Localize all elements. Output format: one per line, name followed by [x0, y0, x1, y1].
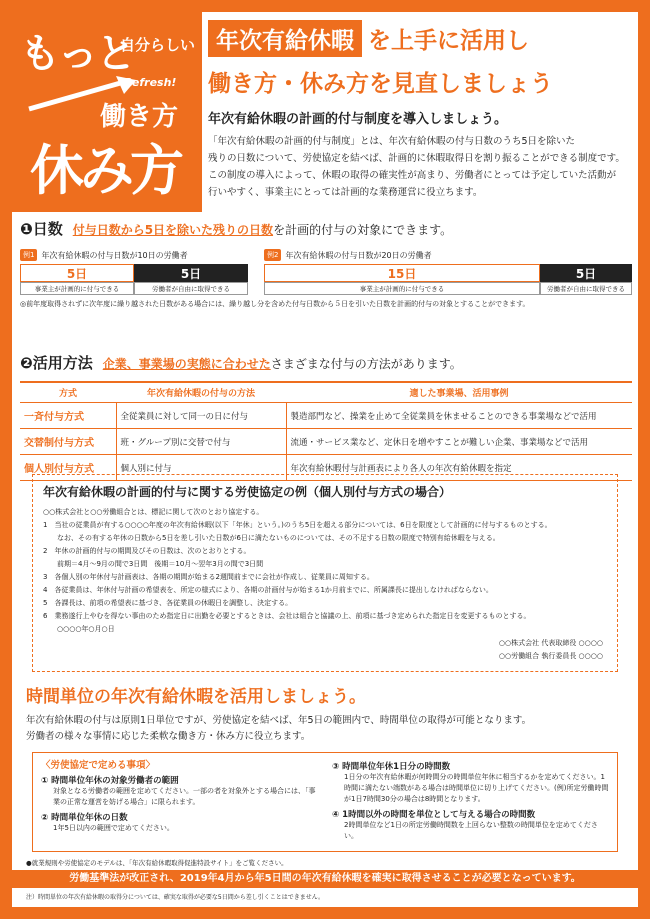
use-cell: 製造部門など、操業を止めて全従業員を休ませることのできる事業場などで活用: [286, 403, 632, 429]
planned-caption: 事業主が計画的に付与できる: [20, 282, 134, 295]
signature-company: ○○株式会社 代表取締役 ○○○○: [498, 639, 603, 647]
item-body: 1日分の年次有給休暇が何時間分の時間単位年休に相当するかを定めてください。1時間に満たない端数がある場合は時間単位に切り上げてください。(例)所定労働時間が1日7時間30分の場合は8時間となります。: [344, 773, 609, 803]
law-banner: 労働基準法が改正され、2019年4月から年5日間の年次有給休暇を確実に取得させることが必要となっています。: [12, 870, 638, 888]
how-cell: 個人別に付与: [116, 455, 286, 481]
method-cell: 一斉付与方式: [20, 403, 116, 429]
logo-line1: もっと: [20, 31, 134, 77]
signature-union: ○○労働組合 執行委員長 ○○○○: [498, 652, 603, 660]
item-body: 2時間単位など1日の所定労働時間数を上回らない整数の時間単位を定めてください。: [344, 821, 598, 840]
days-note: ◎前年度取得されずに次年度に繰り越された日数がある場合には、繰り越し分を含めた付与日数から５日を引いた日数を計画的付与の対象とすることができます。: [20, 300, 530, 308]
use-cell: 流通・サービス業など、定休日を増やすことが難しい企業、事業場などで活用: [286, 429, 632, 455]
example-tag: 例2: [264, 249, 281, 261]
example-label: 年次有給休暇の付与日数が20日の労働者: [285, 250, 432, 260]
hourly-body-1: 年次有給休暇の付与は原則1日単位ですが、労使協定を結べば、年5日の範囲内で、時間単位の取得が可能となります。: [26, 715, 532, 726]
methods-heading: ❷活用方法: [20, 354, 93, 372]
title-badge: 年次有給休暇: [208, 20, 362, 57]
hourly-section: [26, 682, 626, 745]
item-body: 対象となる労働者の範囲を定めてください。一部の者を対象外とする場合には、「事業の正常な運営を妨げる場合」に限られます。: [53, 787, 316, 806]
labor-agreement-box: [32, 752, 618, 852]
body-line: 行いやすく、事業主にとっては計画的な業務運営に役立ちます。: [208, 187, 483, 198]
logo-line4: 休み方: [30, 139, 180, 202]
table-header: 方式: [20, 382, 116, 403]
body-line: 残りの日数について、労使協定を結べば、計画的に休暇取得日を割り振ることができる制度です。: [208, 153, 625, 164]
free-caption: 労働者が自由に取得できる: [540, 282, 632, 295]
agreement-line: 6 業務遂行上やむを得ない事由のため指定日に出勤を必要とするときは、会社は組合と協議の上、前項に基づき定められた指定日を変更するものとする。: [43, 612, 531, 620]
how-cell: 班・グループ別に交替で付与: [116, 429, 286, 455]
hourly-body-2: 労働者の様々な事情に応じた柔軟な働き方・休み方に役立ちます。: [26, 731, 311, 742]
header: [208, 20, 628, 201]
item-title: ④ 1時間以外の時間を単位として与える場合の時間数: [332, 810, 536, 820]
planned-bar: 15日: [264, 264, 540, 282]
example-label: 年次有給休暇の付与日数が10日の労働者: [41, 250, 188, 260]
footnote-note: 注）時間単位の年次有給休暇の取得分については、確実な取得が必要な5日間から差し引くことはできません。: [26, 894, 325, 901]
labor-box-heading: 〈労使協定で定める事項〉: [41, 760, 156, 771]
table-header: 年次有給休暇の付与の方法: [116, 382, 286, 403]
logo-line1-small: 自分らしい: [120, 36, 196, 54]
days-rest: を計画的付与の対象にできます。: [273, 223, 453, 237]
agreement-line: ○○株式会社と○○労働組合とは、標記に関して次のとおり協定する。: [43, 508, 264, 516]
planned-bar: 5日: [20, 264, 134, 282]
item-body: 1年5日以内の範囲で定めてください。: [53, 824, 174, 832]
method-cell: 交替制付与方式: [20, 429, 116, 455]
example-2: [264, 249, 632, 295]
agreement-line: 3 各個人別の年休付与計画表は、各期の期間が始まる2週間前までに会社が作成し、従業員に周知する。: [43, 573, 374, 581]
header-body: [208, 133, 628, 201]
days-section: [20, 218, 632, 309]
method-cell: 個人別付与方式: [20, 455, 116, 481]
agreement-line: 1 当社の従業員が有する○○○○年度の年次有給休暇(以下「年休」という。)のうち5日を超える部分については、6日を限度として計画的に付与するものとする。: [43, 521, 552, 529]
free-caption: 労働者が自由に取得できる: [134, 282, 248, 295]
agreement-signatures: [499, 637, 603, 663]
how-cell: 全従業員に対して同一の日に付与: [116, 403, 286, 429]
sheet: [12, 12, 638, 907]
agreement-box: [32, 474, 618, 672]
days-heading: ❶日数: [20, 220, 63, 238]
use-cell: 年次有給休暇付与計画表により各人の年次有給休暇を指定: [286, 455, 632, 481]
table-row: [20, 429, 632, 455]
planned-caption: 事業主が計画的に付与できる: [264, 282, 540, 295]
methods-table: [20, 381, 632, 481]
days-highlight: 付与日数から5日を除いた残りの日数: [72, 223, 274, 237]
hourly-title: 時間単位の年次有給休暇を活用しましょう。: [26, 687, 366, 707]
item-title: ① 時間単位年休の対象労働者の範囲: [41, 776, 179, 786]
table-row: [20, 403, 632, 429]
title-line2: 働き方・休み方を見直しましょう: [208, 71, 553, 97]
item-title: ③ 時間単位年休1日分の時間数: [332, 762, 451, 772]
logo-refresh: Refresh!: [124, 76, 177, 89]
agreement-line: 4 各従業員は、年休付与計画の希望表を、所定の様式により、各期の計画付与が始まる1か月前までに、所属課長に提出しなければならない。: [43, 586, 493, 594]
agreement-line: なお、その有する年休の日数から5日を差し引いた日数が6日に満たないものについては、その不足する日数の限度で特別有給休暇を与える。: [43, 534, 500, 542]
methods-rest: さまざまな付与の方法があります。: [270, 357, 462, 371]
item-title: ② 時間単位年休の日数: [41, 813, 128, 823]
footnote-model: ●就業規則や労使協定のモデルは、「年次有給休暇取得促進特設サイト」をご覧ください。: [26, 859, 288, 867]
methods-section: [20, 352, 632, 481]
agreement-line: 2 年休の計画的付与の期間及びその日数は、次のとおりとする。: [43, 547, 251, 555]
logo-line3: 働き方: [100, 102, 179, 132]
body-line: 「年次有給休暇の計画的付与制度」とは、年次有給休暇の付与日数のうち5日を除いた: [208, 136, 576, 147]
body-line: この制度の導入によって、休暇の取得の確実性が高まり、労働者にとっては予定していた活動が: [208, 170, 617, 181]
agreement-line: 前期＝4月〜9月の間で3日間 後期＝10月〜翌年3月の間で3日間: [43, 560, 264, 568]
agreement-line: 5 各課長は、前項の希望表に基づき、各従業員の休暇日を調整し、決定する。: [43, 599, 293, 607]
methods-highlight: 企業、事業場の実態に合わせた: [102, 357, 271, 371]
agreement-line: ○○○○年○月○日: [43, 625, 115, 633]
free-bar: 5日: [540, 264, 632, 282]
table-header: 適した事業場、活用事例: [286, 382, 632, 403]
title-rest: を上手に活用し: [368, 28, 529, 54]
example-1: [20, 249, 248, 295]
logo: [12, 12, 202, 212]
free-bar: 5日: [134, 264, 248, 282]
agreement-title: 年次有給休暇の計画的付与に関する労使協定の例（個人別付与方式の場合）: [43, 485, 452, 499]
header-subtitle: 年次有給休暇の計画的付与制度を導入しましょう。: [208, 112, 508, 127]
example-tag: 例1: [20, 249, 37, 261]
